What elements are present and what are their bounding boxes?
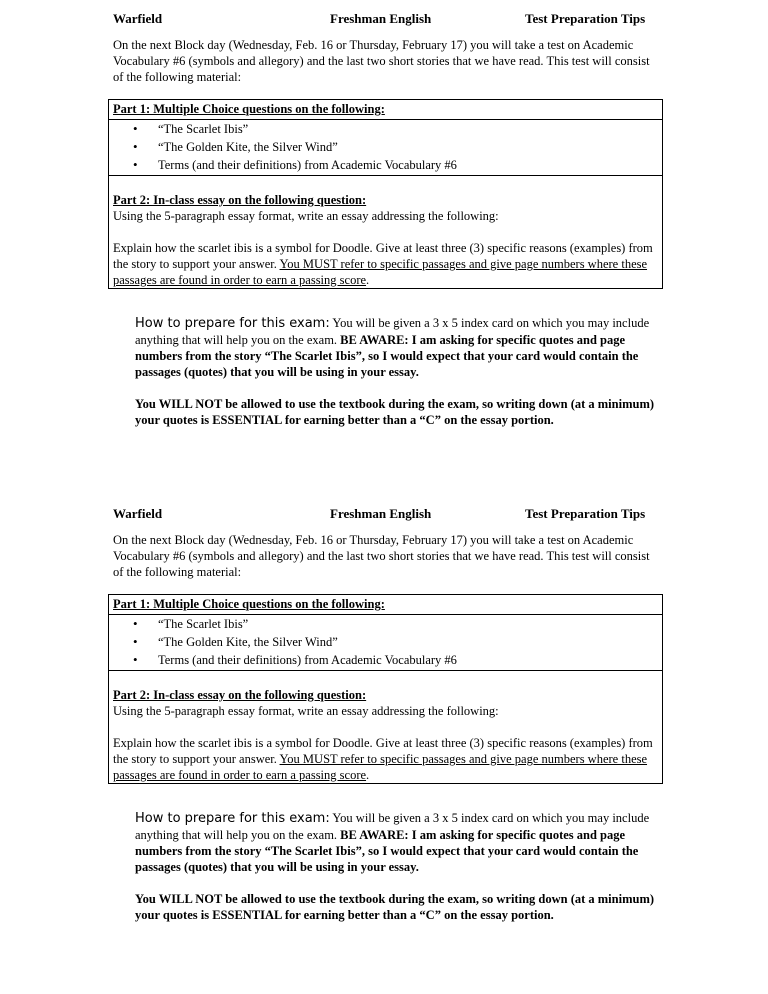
part1-list-cell bbox=[109, 615, 662, 671]
prep-section bbox=[135, 315, 660, 428]
intro-paragraph: On the next Block day (Wednesday, Feb. 16 or Thursday, February 17) you will take a test on Academic Vocabulary #6 (symbols and allegory) and the last two short stories that we have read. This test will consist of the following material: bbox=[113, 38, 650, 84]
handout-title: Test Preparation Tips bbox=[525, 506, 646, 521]
course-name: Freshman English bbox=[330, 11, 432, 26]
prep-warning: You WILL NOT be allowed to use the textbook during the exam, so writing down (at a minimum) your quotes is ESSENTIAL for earning better than a “C” on the essay portion. bbox=[135, 397, 655, 427]
bullet-icon: • bbox=[133, 616, 138, 631]
part1-list bbox=[109, 120, 662, 175]
bullet-icon: • bbox=[133, 652, 138, 667]
prep-paragraph: How to prepare for this exam: You will be given a 3 x 5 index card on which you may include anything that will help you on the exam. BE AWARE: I am asking for specific quotes and page numbers from the story “The Scarlet Ibis”, so I would expect that your card would contain the passages (quotes) that you will be using in your essay. bbox=[135, 316, 650, 379]
part1-title-cell bbox=[109, 100, 662, 120]
bullet-icon: • bbox=[133, 157, 138, 172]
part2-instruction: Using the 5-paragraph essay format, write an essay addressing the following: bbox=[113, 209, 499, 223]
part2-instruction: Using the 5-paragraph essay format, write an essay addressing the following: bbox=[113, 704, 499, 718]
part2-cell bbox=[113, 192, 659, 288]
part2-prompt: Explain how the scarlet ibis is a symbol for Doodle. Give at least three (3) specific reasons (examples) from the story to support your answer. You MUST refer to specific passages and give page numbers where these passages are found in order to earn a passing score. bbox=[113, 241, 653, 287]
handout-copy-1 bbox=[0, 11, 768, 451]
handout-copy-2 bbox=[0, 506, 768, 946]
bullet-icon: • bbox=[133, 139, 138, 154]
handout-title: Test Preparation Tips bbox=[525, 11, 646, 26]
course-name: Freshman English bbox=[330, 506, 432, 521]
test-parts-table bbox=[108, 594, 663, 784]
list-item: • “The Golden Kite, the Silver Wind” bbox=[133, 634, 338, 649]
part2-title: Part 2: In-class essay on the following question: bbox=[113, 193, 367, 207]
part2-title: Part 2: In-class essay on the following question: bbox=[113, 688, 367, 702]
part1-list-cell bbox=[109, 120, 662, 176]
prep-section bbox=[135, 810, 660, 923]
intro-paragraph: On the next Block day (Wednesday, Feb. 16 or Thursday, February 17) you will take a test on Academic Vocabulary #6 (symbols and allegory) and the last two short stories that we have read. This test will consist of the following material: bbox=[113, 533, 650, 579]
prep-warning: You WILL NOT be allowed to use the textbook during the exam, so writing down (at a minimum) your quotes is ESSENTIAL for earning better than a “C” on the essay portion. bbox=[135, 892, 655, 922]
part1-title: Part 1: Multiple Choice questions on the following: bbox=[113, 597, 385, 611]
page-header bbox=[0, 11, 768, 29]
bullet-icon: • bbox=[133, 121, 138, 136]
part2-cell bbox=[113, 687, 659, 783]
teacher-name: Warfield bbox=[113, 11, 163, 26]
list-item: • “The Golden Kite, the Silver Wind” bbox=[133, 139, 338, 154]
prep-paragraph: How to prepare for this exam: You will be given a 3 x 5 index card on which you may include anything that will help you on the exam. BE AWARE: I am asking for specific quotes and page numbers from the story “The Scarlet Ibis”, so I would expect that your card would contain the passages (quotes) that you will be using in your essay. bbox=[135, 811, 650, 874]
bullet-icon: • bbox=[133, 634, 138, 649]
part1-list bbox=[109, 615, 662, 670]
prep-label: How to prepare for this exam: bbox=[135, 811, 330, 826]
prep-label: How to prepare for this exam: bbox=[135, 316, 330, 331]
part2-prompt: Explain how the scarlet ibis is a symbol for Doodle. Give at least three (3) specific reasons (examples) from the story to support your answer. You MUST refer to specific passages and give page numbers where these passages are found in order to earn a passing score. bbox=[113, 736, 653, 782]
part1-title: Part 1: Multiple Choice questions on the following: bbox=[113, 102, 385, 116]
list-item: • Terms (and their definitions) from Academic Vocabulary #6 bbox=[133, 157, 457, 172]
list-item: • Terms (and their definitions) from Academic Vocabulary #6 bbox=[133, 652, 457, 667]
test-parts-table bbox=[108, 99, 663, 289]
teacher-name: Warfield bbox=[113, 506, 163, 521]
page-header bbox=[0, 506, 768, 524]
list-item: • “The Scarlet Ibis” bbox=[133, 616, 249, 631]
list-item: • “The Scarlet Ibis” bbox=[133, 121, 249, 136]
part1-title-cell bbox=[109, 595, 662, 615]
